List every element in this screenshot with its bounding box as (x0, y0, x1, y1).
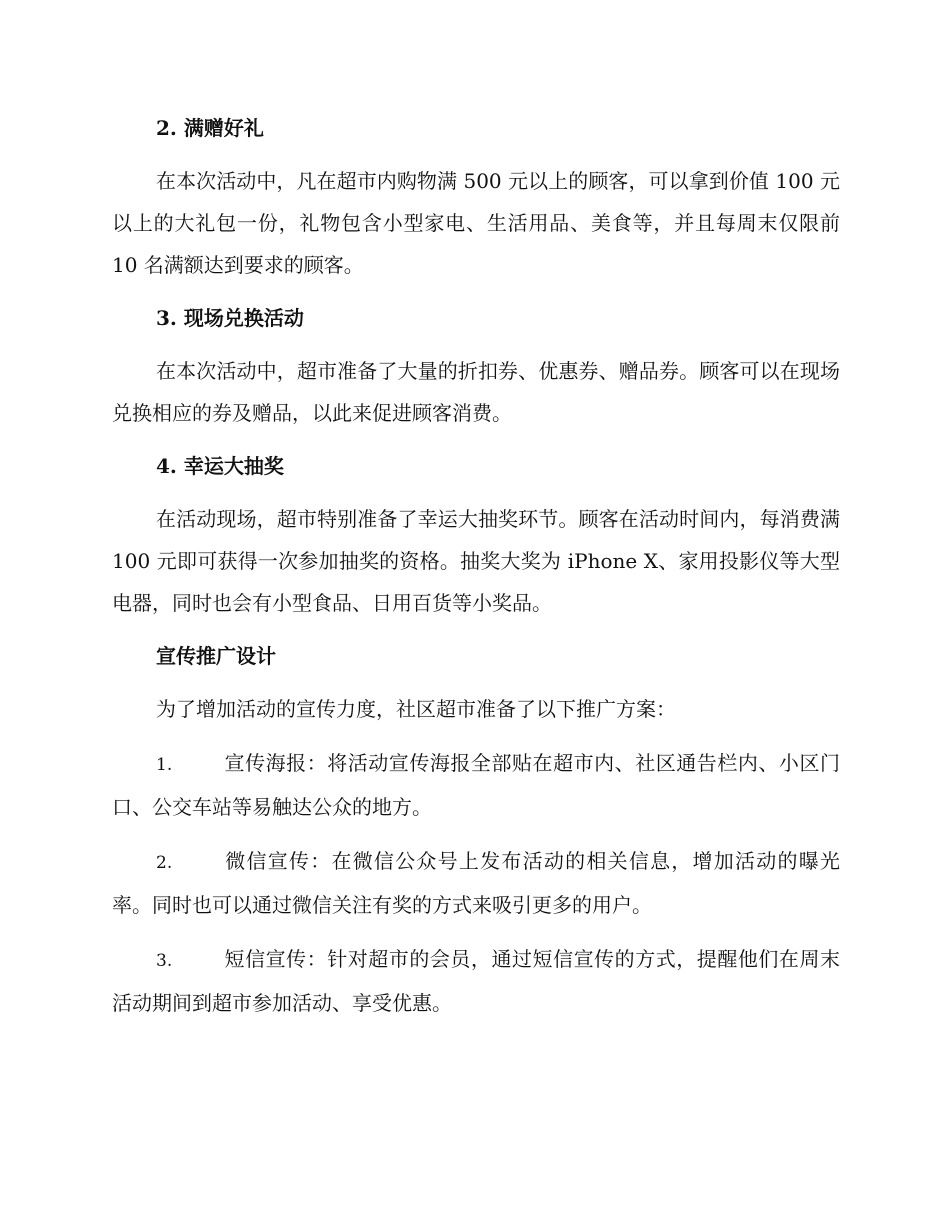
document-page (112, 108, 840, 1036)
promotion-intro: 为了增加活动的宣传力度，社区超市准备了以下推广方案： (156, 697, 676, 721)
section-body-gift: 在本次活动中，凡在超市内购物满 500 元以上的顾客，可以拿到价值 100 元以上的大礼包一份，礼物包含小型家电、生活用品、美食等，并且每周末仅限前 10 名满额达到要求的顾客。 (112, 169, 840, 277)
list-item (112, 840, 840, 926)
section-heading-gift: 2. 满赠好礼 (156, 116, 264, 140)
section-body-exchange: 在本次活动中，超市准备了大量的折扣券、优惠券、赠品券。顾客可以在现场兑换相应的券及赠品，以此来促进顾客消费。 (112, 359, 840, 425)
list-item-number: 1. (156, 755, 173, 775)
list-item-number: 3. (156, 951, 173, 971)
list-item-number: 2. (156, 853, 173, 873)
list-item-text: 微信宣传：在微信公众号上发布活动的相关信息，增加活动的曝光率。同时也可以通过微信关注有奖的方式来吸引更多的用户。 (112, 849, 840, 917)
list-item-text: 短信宣传：针对超市的会员，通过短信宣传的方式，提醒他们在周末活动期间到超市参加活动、享受优惠。 (112, 947, 840, 1015)
section-body-lottery: 在活动现场，超市特别准备了幸运大抽奖环节。顾客在活动时间内，每消费满 100 元即可获得一次参加抽奖的资格。抽奖大奖为 iPhone X、家用投影仪等大型电器，同时也会有小型食品、日用百货等小奖品。 (112, 507, 840, 615)
list-item (112, 938, 840, 1024)
list-item-text: 宣传海报：将活动宣传海报全部贴在超市内、社区通告栏内、小区门口、公交车站等易触达公众的地方。 (112, 751, 840, 819)
section-heading-exchange: 3. 现场兑换活动 (156, 306, 304, 330)
section-heading-lottery: 4. 幸运大抽奖 (156, 454, 284, 478)
list-item (112, 742, 840, 828)
promotion-heading: 宣传推广设计 (156, 644, 276, 668)
